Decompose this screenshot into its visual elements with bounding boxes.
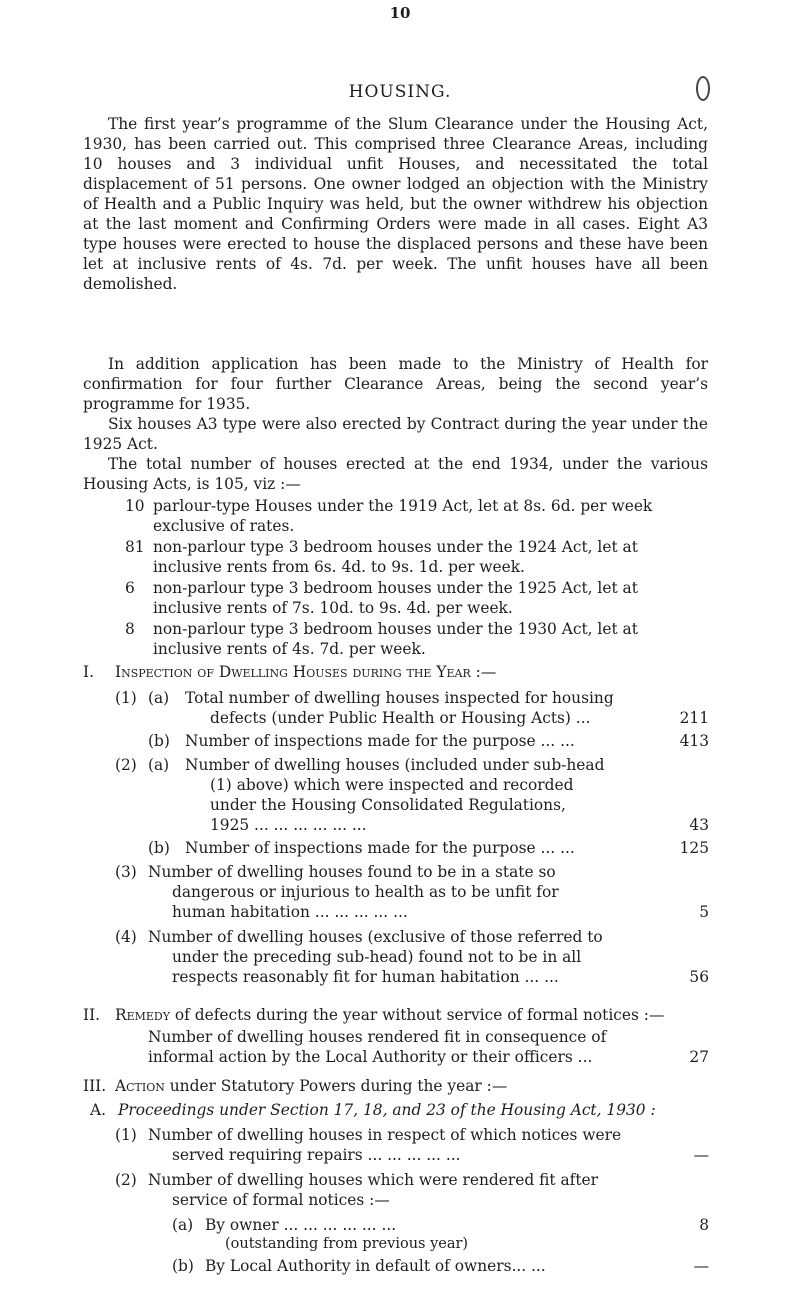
punch-hole-mark [696, 76, 710, 101]
list-item: 81 non-parlour type 3 bedroom houses under the 1924 Act, let at inclusive rents from 6s. 4d. to 9s. 1d. per week. [125, 538, 638, 576]
paragraph-3: Six houses A3 type were also erected by Contract during the year under the 1925 Act. [83, 415, 708, 453]
list-item: 10 parlour-type Houses under the 1919 Act, let at 8s. 6d. per week exclusive of rates. [125, 497, 653, 535]
page-heading: HOUSING. [348, 82, 452, 102]
paragraph-2: In addition application has been made to the Ministry of Health for confirmation for four further Clearance Areas, being the second year’s programme for 1935. [83, 355, 708, 413]
document-page: 10 HOUSING. The first year’s programme of the Slum Clearance under the Housing Act, 1930, has been carried out. This comprised three Clearance Areas, including 10 houses and 3 individual unfit Houses, and necessitated the total displacement of 51 persons. One owner lodged an objection with the Ministry of Health and a Public Inquiry was held, but the owner withdrew his objection at the last moment and Confirming Orders were made in all cases. Eight A3 type houses were erected to house the displaced persons and these have been let at inclusive rents of 4s. 7d. per week. The unfit houses have all been demolished. In addition application has been made to the Ministry of Health for confirmation for four further Clearance Areas, being the second year’s programme for 1935. Six houses A3 type were also erected by Contract during the year under the 1925 Act. The total number of houses erected at the end 1934, under the various Housing Acts, is 105, viz :— 10 parlour-type Houses under the 1919 Act, let at 8s. 6d. per week exclusive of rates. 81 non-parlour type 3 bedroom houses under the 1924 Act, let at inclusive rents from 6s. 4d. to 9s. 1d. per week. 6 non-parlour type 3 bedroom houses under the 1925 Act, let at inclusive rents of 7s. 10d. to 9s. 4d. per week. 8 non-parlour type 3 bedroom houses under the 1930 Act, let at inclusive rents of 4s. 7d. per week. I. Inspection of Dwelling Houses during the Year :— (1) (a) Total number of dwelling houses inspected for housing defects (under Public Health or Housing Acts) ... 211 (b) Number of inspections made for the purpose ... ... 413 (2) (a) Number of dwelling houses (included under sub-head (1) above) which were inspected and recorded under the Housing Consolidated Regulations, 1925 ... ... ... ... ... ... 43 (b) Number of inspections made for the purpose ... ... 125 (3) Number of dwelling houses found to be in a state so dangerous or injurious to health as to be unfit for human habitation ... ... ... ... ... 5 (4) Number of dwelling houses (exclusive of those referred to under the preceding sub-head) found not to be in all respects reasonably fit for human habitation ... ... 56 II. Remedy of defects during the year without service of formal notices :— Number of dwelling houses rendered fit in consequence of informal action by the Local Authority or their officers ... 27 III. Action under Statutory Powers during the year :— A. Proceedings under Section 17, 18, and 23 of the Housing Act, 1930 : (1) Number of dwelling houses in respect of which notices were served requiring repairs ... ... ... ... ... — (2) Number of dwelling houses which were rendered fit after service of formal notices :— (a) By owner ... ... ... ... ... ... (outstanding from previous year) 8 (b) By Local Authority in default of owners... ... — [0, 0, 800, 1291]
paragraph-1: The first year’s programme of the Slum Clearance under the Housing Act, 1930, has been carried out. This comprised three Clearance Areas, including 10 houses and 3 individual unfit Houses, and necessitated the total displacement of 51 persons. One owner lodged an objection with the Ministry of Health and a Public Inquiry was held, but the owner withdrew his objection at the last moment and Confirming Orders were made in all cases. Eight A3 type houses were erected to house the displaced persons and these have been let at inclusive rents of 4s. 7d. per week. The unfit houses have all been demolished. [83, 115, 708, 293]
page-number: 10 [389, 4, 411, 22]
paragraph-4: The total number of houses erected at the end 1934, under the various Housing Acts, is 105, viz :— [83, 455, 708, 493]
section-1-heading: I. Inspection of Dwelling Houses during the Year :— [83, 663, 497, 681]
list-item: 8 non-parlour type 3 bedroom houses under the 1930 Act, let at inclusive rents of 4s. 7d. per week. [125, 620, 638, 658]
list-item: 6 non-parlour type 3 bedroom houses under the 1925 Act, let at inclusive rents of 7s. 10d. to 9s. 4d. per week. [125, 579, 638, 617]
houses-list [125, 496, 710, 660]
